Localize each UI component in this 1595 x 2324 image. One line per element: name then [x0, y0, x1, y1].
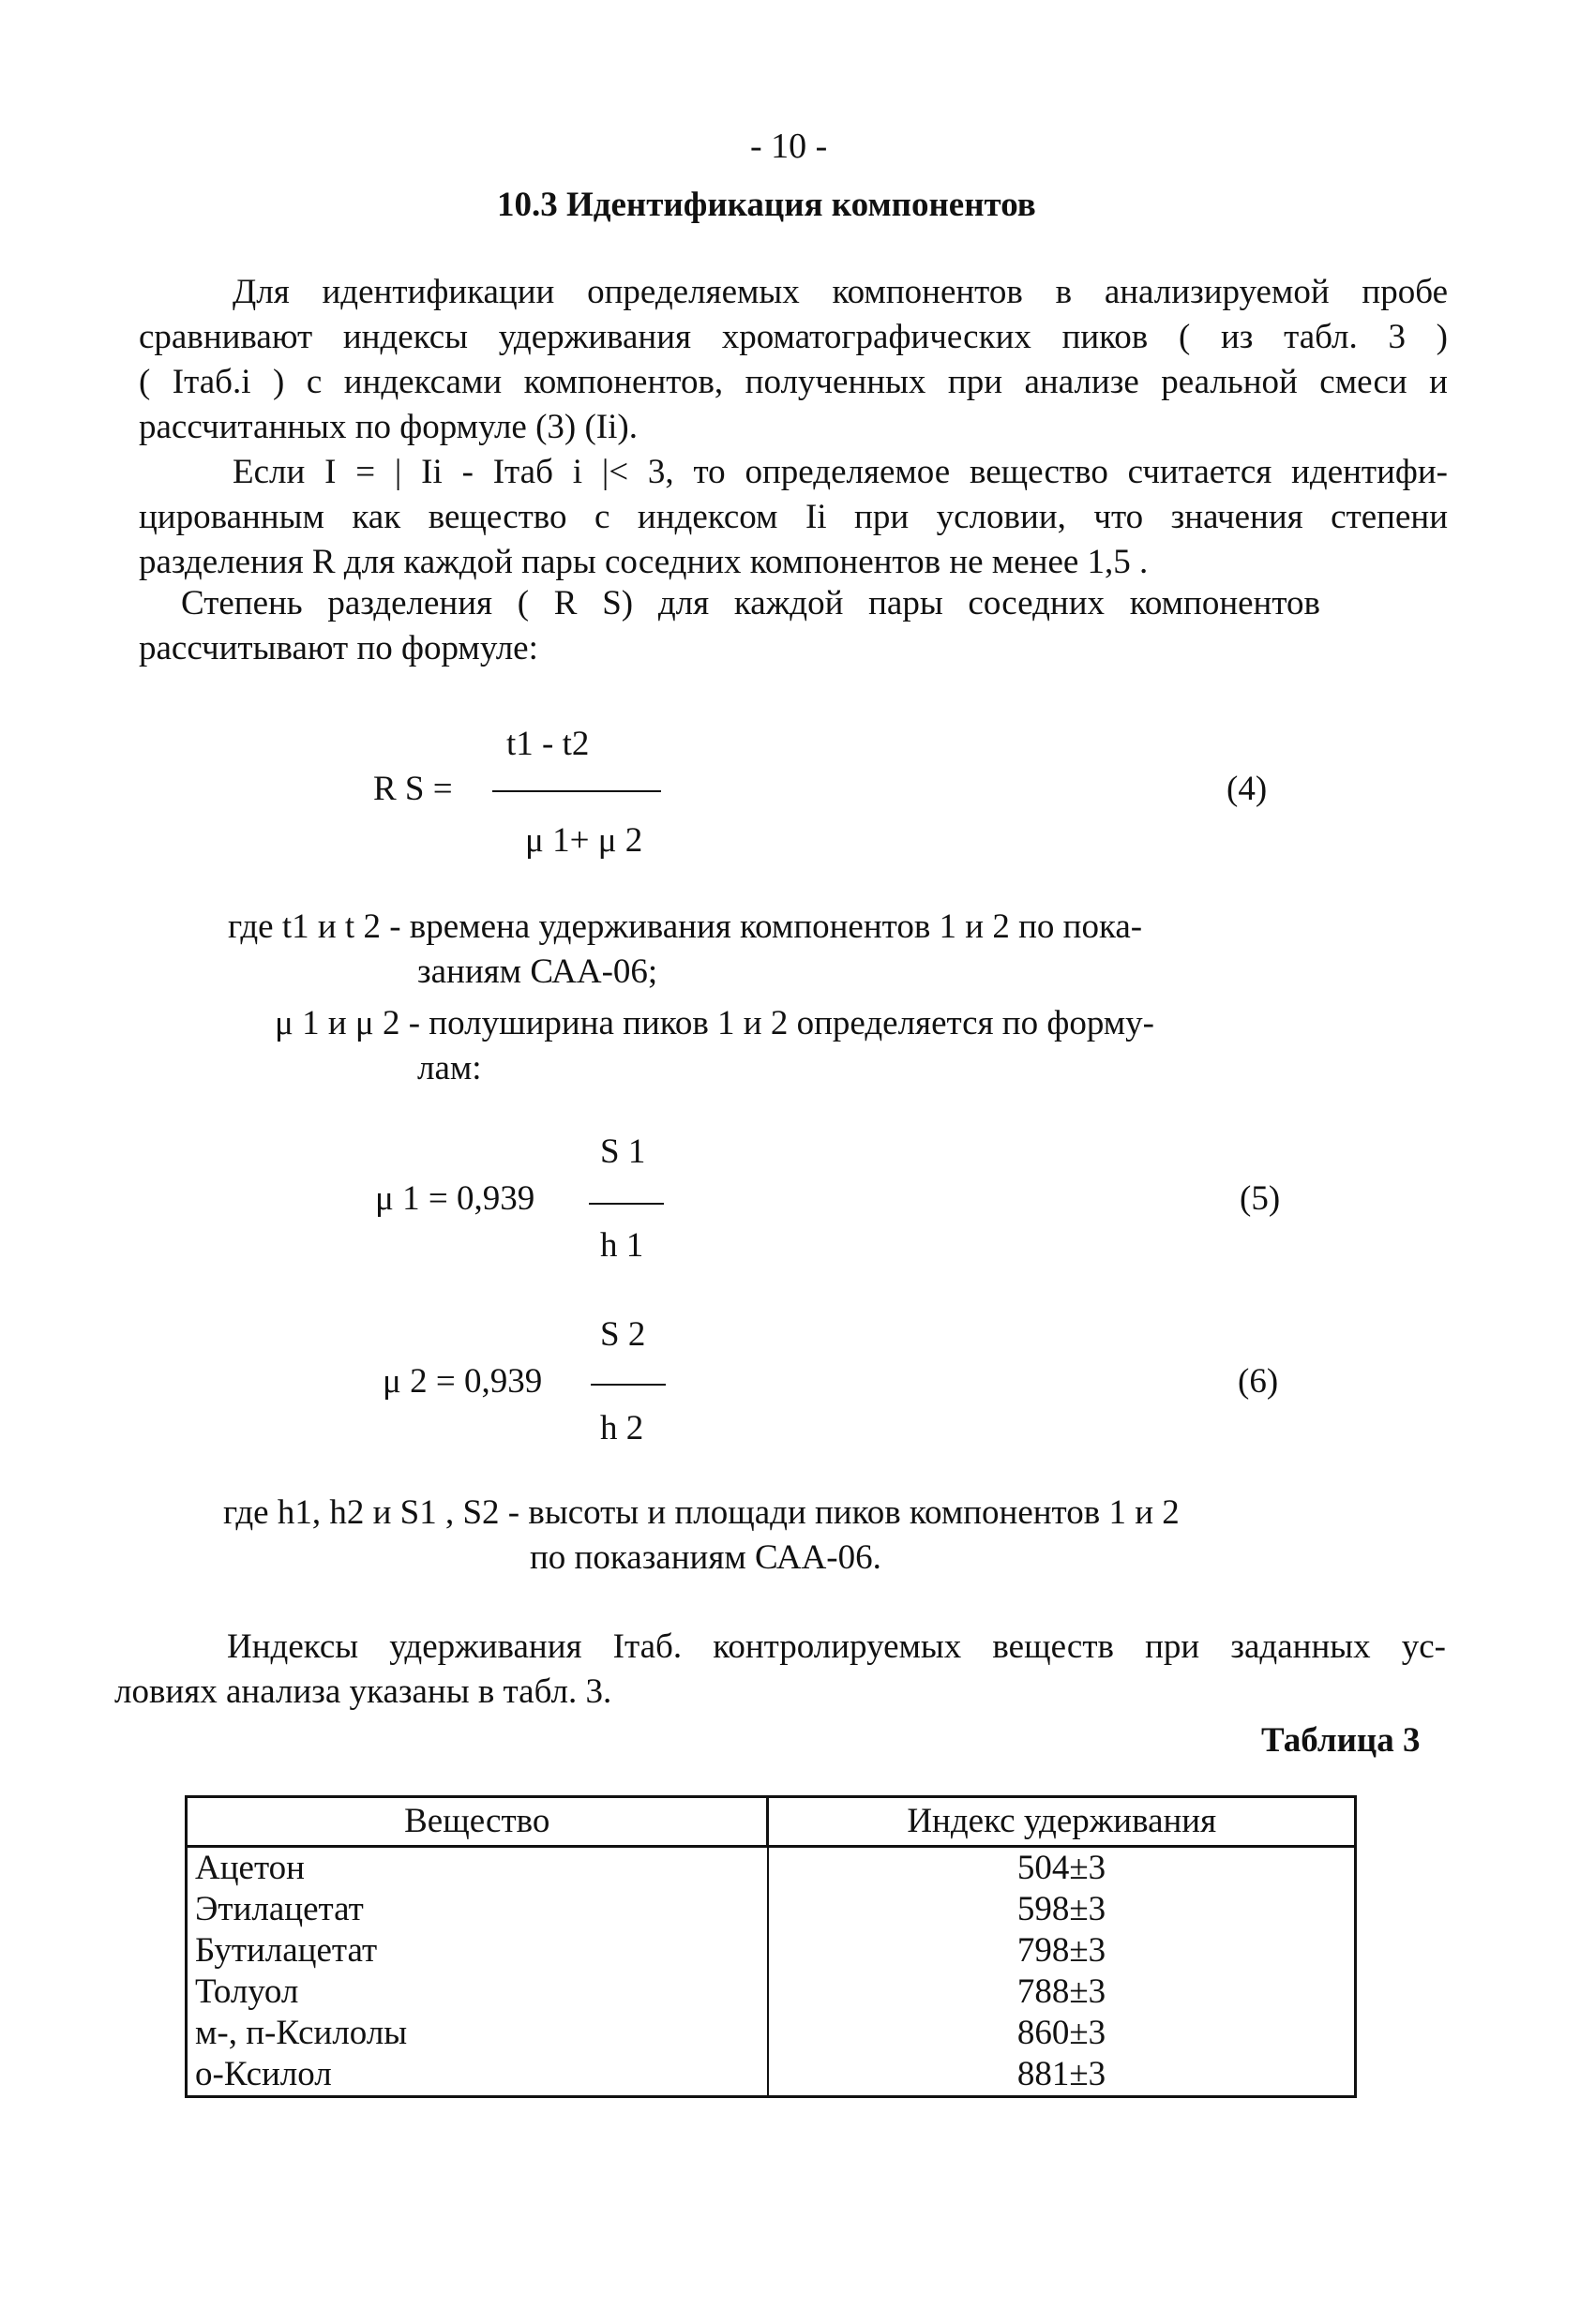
formula-4-denominator: μ 1+ μ 2: [525, 821, 643, 860]
intro-line-4: рассчитанных по формуле (3) (Ii).: [139, 408, 638, 446]
where-1-line-2: заниям САА-06;: [417, 952, 658, 991]
table-cell-index: 788±3: [768, 1972, 1356, 2013]
table-cell-index: 881±3: [768, 2054, 1356, 2097]
where-2-line-2: по показаниям САА-06.: [530, 1538, 881, 1577]
intro-line-3: ( Iтаб.i ) с индексами компонентов, полученных при анализе реальной смеси и: [139, 363, 1448, 401]
table-row: [187, 1972, 1356, 2013]
resolution-line-2: рассчитывают по формуле:: [139, 629, 538, 667]
table-cell-substance: Толуол: [187, 1972, 768, 2013]
table-cell-substance: о-Ксилол: [187, 2054, 768, 2097]
intro-paragraph: [139, 270, 1448, 450]
table-cell-index: 798±3: [768, 1930, 1356, 1972]
intro-line-1: Для идентификации определяемых компонентов в анализируемой пробе: [233, 273, 1448, 311]
condition-paragraph: [139, 450, 1448, 585]
table-intro-line-2: ловиях анализа указаны в табл. 3.: [114, 1672, 612, 1711]
resolution-paragraph: [139, 581, 1320, 671]
retention-index-table: [185, 1795, 1357, 2098]
formula-4-fraction-bar: [492, 790, 661, 792]
formula-5-denominator: h 1: [600, 1226, 644, 1265]
formula-5-fraction-bar: [589, 1203, 664, 1205]
where-1-line-4: лам:: [417, 1049, 482, 1087]
resolution-line-1: Степень разделения ( R S) для каждой пары соседних компонентов: [181, 584, 1320, 622]
table-cell-substance: Ацетон: [187, 1847, 768, 1890]
table-row: [187, 1889, 1356, 1930]
intro-line-2: сравнивают индексы удерживания хроматографических пиков ( из табл. 3 ): [139, 318, 1448, 356]
table-row: [187, 1847, 1356, 1890]
formula-6-fraction-bar: [591, 1384, 666, 1386]
table-cell-index: 598±3: [768, 1889, 1356, 1930]
formula-6-denominator: h 2: [600, 1409, 644, 1447]
formula-6-lhs: μ 2 = 0,939: [383, 1362, 543, 1401]
where-1-line-3: μ 1 и μ 2 - полуширина пиков 1 и 2 определяется по форму-: [275, 1004, 1155, 1042]
table-row: [187, 1930, 1356, 1972]
table-cell-substance: Этилацетат: [187, 1889, 768, 1930]
table-caption: Таблица 3: [1261, 1721, 1421, 1760]
table-row: [187, 2054, 1356, 2097]
table-cell-index: 860±3: [768, 2013, 1356, 2054]
formula-5-number: (5): [1240, 1179, 1281, 1218]
condition-line-3: разделения R для каждой пары соседних компонентов не менее 1,5 .: [139, 543, 1149, 581]
table-header-substance: Вещество: [187, 1797, 768, 1847]
table-cell-index: 504±3: [768, 1847, 1356, 1890]
formula-4-lhs: R S =: [373, 770, 453, 808]
formula-4-number: (4): [1226, 770, 1268, 808]
formula-6-number: (6): [1238, 1362, 1279, 1401]
formula-5-numerator: S 1: [600, 1132, 646, 1171]
where-1-line-1: где t1 и t 2 - времена удерживания компонентов 1 и 2 по пока-: [228, 907, 1143, 946]
table-intro-line-1: Индексы удерживания Iтаб. контролируемых веществ при заданных ус-: [227, 1627, 1446, 1666]
formula-6-numerator: S 2: [600, 1315, 646, 1354]
table-intro-paragraph: [114, 1625, 1446, 1715]
formula-5-lhs: μ 1 = 0,939: [375, 1179, 535, 1218]
section-title: 10.3 Идентификация компонентов: [497, 186, 1036, 224]
formula-4-numerator: t1 - t2: [506, 725, 590, 763]
condition-line-2: цированным как вещество с индексом Ii при условии, что значения степени: [139, 498, 1448, 536]
table-header-index: Индекс удерживания: [768, 1797, 1356, 1847]
condition-line-1: Если I = | Ii - Iтаб i |< 3, то определяемое вещество считается идентифи-: [233, 453, 1448, 491]
page-number: - 10 -: [750, 127, 828, 166]
table-cell-substance: м-, п-Ксилолы: [187, 2013, 768, 2054]
where-2-line-1: где h1, h2 и S1 , S2 - высоты и площади пиков компонентов 1 и 2: [223, 1493, 1180, 1532]
table-row: [187, 2013, 1356, 2054]
table-header-row: [187, 1797, 1356, 1847]
table-cell-substance: Бутилацетат: [187, 1930, 768, 1972]
